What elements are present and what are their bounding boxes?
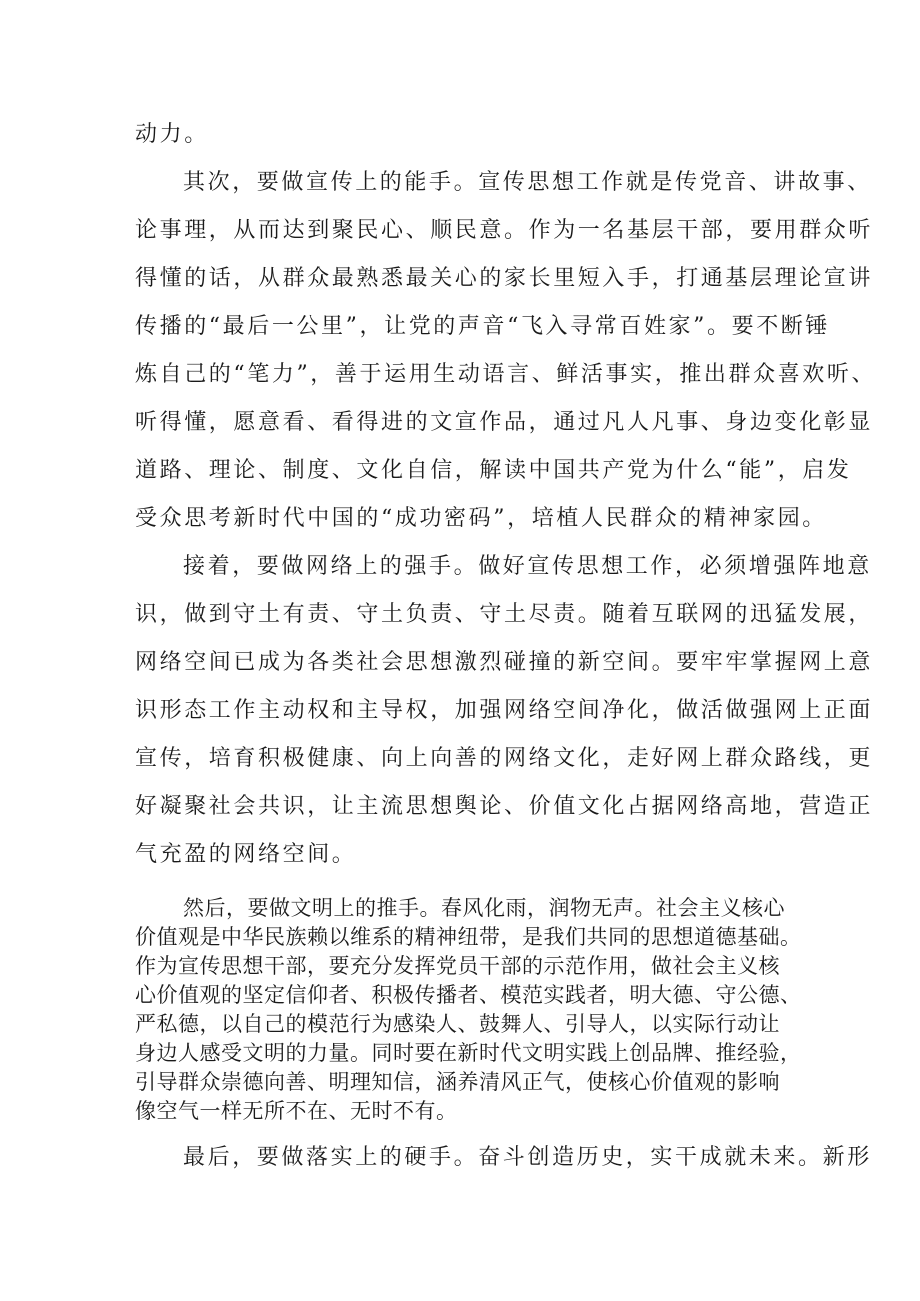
paragraph-line: 最后，要做落实上的硬手。奋斗创造历史，实干成就未来。新形: [183, 1145, 872, 1170]
paragraph-line: 像空气一样无所不在、无时不有。: [135, 1099, 458, 1123]
paragraph-line: 好凝聚社会共识，让主流思想舆论、价值文化占据网络高地，营造正: [135, 794, 874, 819]
paragraph-line: 网络空间已成为各类社会思想激烈碰撞的新空间。要牢牢掌握网上意: [135, 650, 874, 675]
paragraph-line: 气充盈的网络空间。: [135, 842, 357, 867]
paragraph-line: 然后，要做文明上的推手。春风化雨，润物无声。社会主义核心: [183, 896, 785, 920]
paragraph-line: 接着，要做网络上的强手。做好宣传思想工作，必须增强阵地意: [183, 554, 872, 579]
paragraph-line: 引导群众崇德向善、明理知信，涵养清风正气，使核心价值观的影响: [135, 1070, 780, 1094]
paragraph-line: 作为宣传思想干部，要充分发挥党员干部的示范作用，做社会主义核: [135, 954, 780, 978]
paragraph-line: 传播的“最后一公里”，让党的声音“飞入寻常百姓家”。要不断锤: [135, 314, 830, 339]
paragraph-line: 其次，要做宣传上的能手。宣传思想工作就是传党音、讲故事、: [183, 170, 872, 195]
paragraph-line: 心价值观的坚定信仰者、积极传播者、模范实践者，明大德、守公德、: [135, 983, 802, 1007]
paragraph-line: 身边人感受文明的力量。同时要在新时代文明实践上创品牌、推经验，: [135, 1041, 802, 1065]
paragraph-line: 道路、理论、制度、文化自信，解读中国共产党为什么“能”，启发: [135, 458, 852, 483]
paragraph-line: 识，做到守土有责、守土负责、守土尽责。随着互联网的迅猛发展，: [135, 602, 874, 627]
paragraph-line: 宣传，培育积极健康、向上向善的网络文化，走好网上群众路线，更: [135, 746, 874, 771]
paragraph-line: 听得懂，愿意看、看得进的文宣作品，通过凡人凡事、身边变化彰显: [135, 410, 874, 435]
paragraph-line: 受众思考新时代中国的“成功密码”，培植人民群众的精神家园。: [135, 506, 827, 531]
paragraph-line: 严私德，以自己的模范行为感染人、鼓舞人、引导人，以实际行动让: [135, 1012, 780, 1036]
paragraph-line: 得懂的话，从群众最熟悉最关心的家长里短入手，打通基层理论宣讲: [135, 266, 874, 291]
paragraph-line: 动力。: [135, 122, 209, 147]
paragraph-line: 价值观是中华民族赖以维系的精神纽带，是我们共同的思想道德基础。: [135, 925, 802, 949]
paragraph-line: 识形态工作主动权和主导权，加强网络空间净化，做活做强网上正面: [135, 698, 874, 723]
paragraph-line: 炼自己的“笔力”，善于运用生动语言、鲜活事实，推出群众喜欢听、: [135, 362, 877, 387]
paragraph-line: 论事理，从而达到聚民心、顺民意。作为一名基层干部，要用群众听: [135, 218, 874, 243]
